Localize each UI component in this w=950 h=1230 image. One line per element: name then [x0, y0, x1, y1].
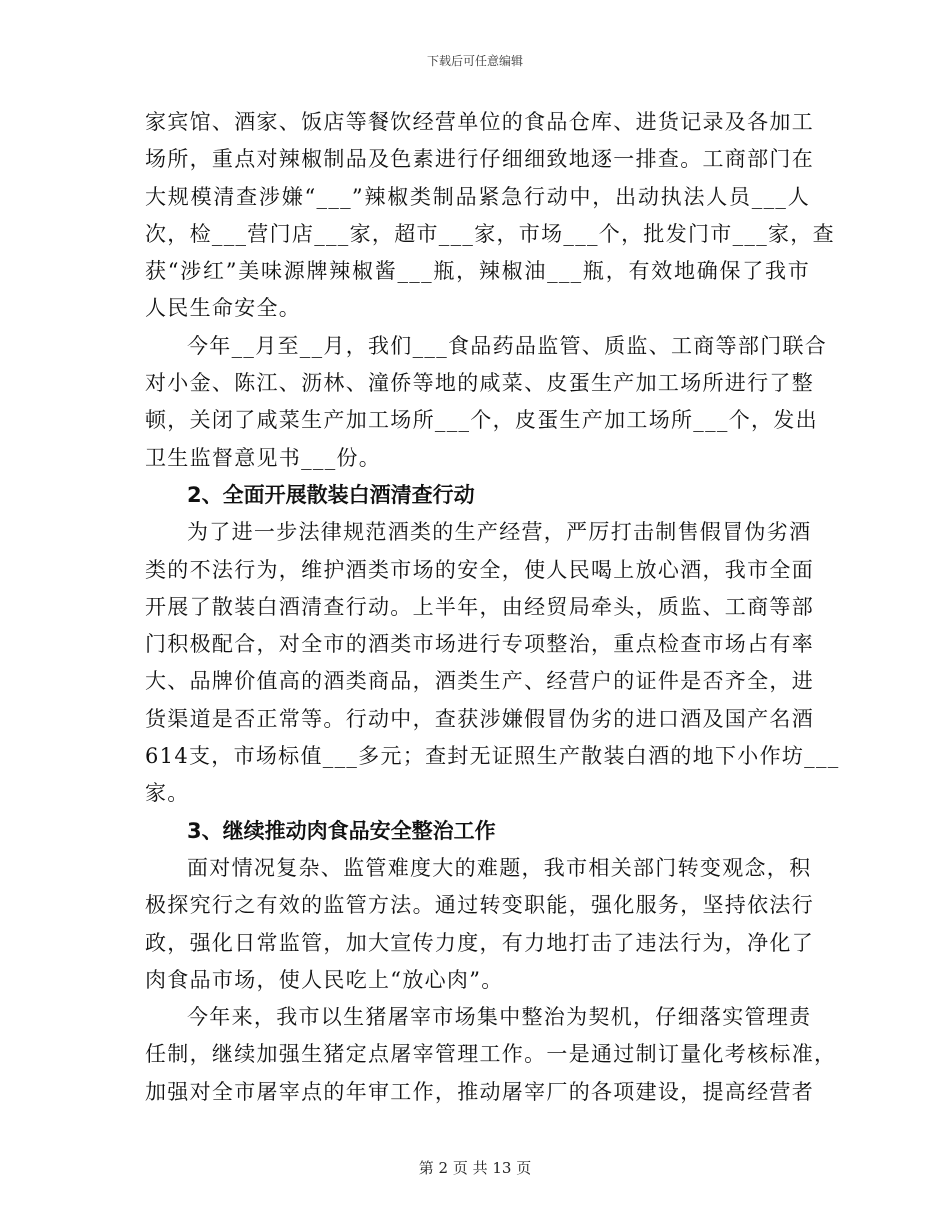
paragraph-1: [145, 104, 835, 328]
paragraph-3: [145, 514, 840, 812]
text-line: 货渠道是否正常等。行动中，查获涉嫌假冒伪劣的进口酒及国产名酒: [145, 706, 814, 731]
text-line: 门积极配合，对全市的酒类市场进行专项整治，重点检查市场占有率: [145, 632, 814, 657]
text-line: 开展了散装白酒清查行动。上半年，由经贸局牵头，质监、工商等部: [145, 594, 814, 619]
document-body: [145, 104, 840, 1111]
text-line: 今年来，我市以生猪屠宰市场集中整治为契机，仔细落实管理责: [187, 1005, 812, 1030]
page-header: 下载后可任意编辑: [426, 54, 523, 68]
text-line: 家宾馆、酒家、饭店等餐饮经营单位的食品仓库、进货记录及各加工: [145, 110, 814, 134]
text-line: 面对情况复杂、监管难度大的难题，我市相关部门转变观念，积: [187, 855, 812, 880]
text-line: 大规模清查涉嫌“___”辣椒类制品紧急行动中，出动执法人员___人: [145, 184, 810, 209]
text-line: 肉食品市场，使人民吃上“放心肉”。: [145, 967, 504, 992]
section-heading-3: 3、继续推动肉食品安全整治工作: [187, 818, 496, 843]
page-footer: 第 2 页 共 13 页: [418, 1159, 532, 1177]
text-line: 获“涉红”美味源牌辣椒酱___瓶，辣椒油___瓶，有效地确保了我市: [145, 259, 810, 284]
text-line: 614支，市场标值___多元；查封无证照生产散装白酒的地下小作坊___: [145, 744, 840, 769]
text-line: 大、品牌价值高的酒类商品，酒类生产、经营户的证件是否齐全，进: [145, 669, 814, 694]
text-line: 顿，关闭了咸菜生产加工场所___个，皮蛋生产加工场所___个，发出: [145, 408, 818, 433]
text-line: 类的不法行为，维护酒类市场的安全，使人民喝上放心酒，我市全面: [145, 557, 814, 582]
text-line: 次，检___营门店___家，超市___家，市场___个，批发门市___家，查: [145, 221, 835, 246]
text-line: 卫生监督意见书___份。: [145, 445, 382, 470]
paragraph-4: [145, 850, 814, 999]
text-line: 任制，继续加强生猪定点屠宰管理工作。一是通过制订量化考核标准，: [145, 1042, 837, 1067]
text-line: 场所，重点对辣椒制品及色素进行仔细细致地逐一排查。工商部门在: [145, 147, 814, 172]
section-heading-2: 2、全面开展散装白酒清查行动: [187, 482, 475, 507]
text-line: 家。: [145, 781, 190, 806]
text-line: 对小金、陈江、沥林、潼侨等地的咸菜、皮蛋生产加工场所进行了整: [145, 371, 814, 396]
text-line: 今年__月至__月，我们___食品药品监管、质监、工商等部门联合: [187, 333, 828, 358]
text-line: 极探究行之有效的监管方法。通过转变职能，强化服务，坚持依法行: [145, 893, 814, 918]
text-line: 为了进一步法律规范酒类的生产经营，严厉打击制售假冒伪劣酒: [187, 520, 812, 545]
text-line: 加强对全市屠宰点的年审工作，推动屠宰厂的各项建设，提高经营者: [145, 1079, 814, 1104]
paragraph-2: [145, 328, 828, 477]
text-line: 人民生命安全。: [145, 296, 302, 321]
text-line: 政，强化日常监管，加大宣传力度，有力地打击了违法行为，净化了: [145, 930, 814, 955]
paragraph-5: [145, 999, 837, 1111]
